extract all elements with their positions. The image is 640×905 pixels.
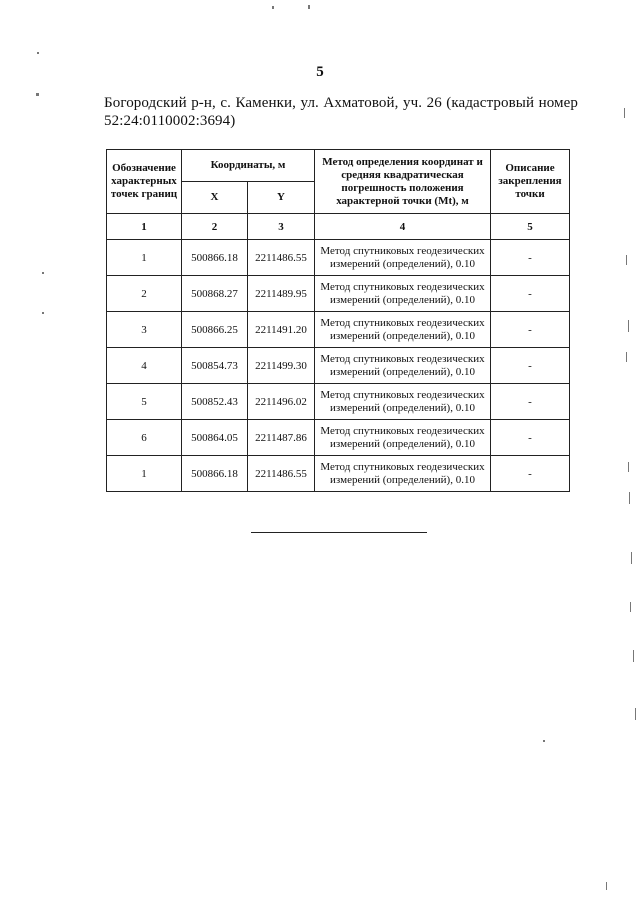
y-cell: 2211496.02 [248,384,315,420]
point-cell: 3 [107,312,182,348]
scan-edge-mark [628,320,629,332]
page-number: 5 [316,64,324,80]
x-cell: 500864.05 [182,420,248,456]
method-cell: Метод спутниковых геодезических измерений (определений), 0.10 [315,384,491,420]
x-cell: 500852.43 [182,384,248,420]
table-row [107,276,570,312]
closing-line [251,532,427,533]
header-y: Y [248,182,315,214]
scan-edge-mark [626,255,627,265]
method-cell: Метод спутниковых геодезических измерений (определений), 0.10 [315,420,491,456]
y-cell: 2211499.30 [248,348,315,384]
y-cell: 2211487.86 [248,420,315,456]
description-cell: - [491,312,570,348]
scan-edge-mark [624,108,625,118]
table-row [107,312,570,348]
scan-speck [42,312,44,314]
x-cell: 500868.27 [182,276,248,312]
x-cell: 500866.18 [182,456,248,492]
point-cell: 4 [107,348,182,384]
method-cell: Метод спутниковых геодезических измерений (определений), 0.10 [315,312,491,348]
description-cell: - [491,276,570,312]
method-cell: Метод спутниковых геодезических измерений (определений), 0.10 [315,276,491,312]
y-cell: 2211486.55 [248,240,315,276]
scan-edge-mark [635,708,636,720]
point-cell: 2 [107,276,182,312]
y-cell: 2211491.20 [248,312,315,348]
scan-edge-mark [626,352,627,362]
x-cell: 500866.25 [182,312,248,348]
description-cell: - [491,240,570,276]
header-coordinates: Координаты, м [182,150,315,182]
scan-edge-mark [628,462,629,472]
description-cell: - [491,456,570,492]
scan-edge-mark [629,492,630,504]
column-number: 4 [315,214,491,240]
table-row [107,420,570,456]
method-cell: Метод спутниковых геодезических измерений (определений), 0.10 [315,456,491,492]
scan-edge-mark [630,602,631,612]
scan-edge-mark [633,650,634,662]
scan-speck [308,5,310,9]
x-cell: 500854.73 [182,348,248,384]
column-number: 3 [248,214,315,240]
table-row [107,240,570,276]
scan-edge-mark [631,552,632,564]
y-cell: 2211486.55 [248,456,315,492]
point-cell: 5 [107,384,182,420]
description-cell: - [491,420,570,456]
method-cell: Метод спутниковых геодезических измерений (определений), 0.10 [315,348,491,384]
scan-speck [272,6,274,9]
table-row [107,456,570,492]
description-cell: - [491,348,570,384]
method-cell: Метод спутниковых геодезических измерений (определений), 0.10 [315,240,491,276]
table-row [107,384,570,420]
x-cell: 500866.18 [182,240,248,276]
scan-edge-mark [606,882,607,890]
header-description: Описание закрепления точки [491,150,570,214]
y-cell: 2211489.95 [248,276,315,312]
description-cell: - [491,384,570,420]
point-cell: 1 [107,456,182,492]
header-x: X [182,182,248,214]
column-number: 1 [107,214,182,240]
coordinates-table [106,149,570,492]
column-number: 5 [491,214,570,240]
point-cell: 6 [107,420,182,456]
scan-speck [543,740,545,742]
address-text: Богородский р-н, с. Каменки, ул. Ахматовой, уч. 26 (кадастровый номер 52:24:0110002:3694) [104,95,578,129]
header-point: Обозначение характерных точек границ [107,150,182,214]
table-row [107,348,570,384]
scan-speck [37,52,39,54]
scan-speck [42,272,44,274]
point-cell: 1 [107,240,182,276]
header-method: Метод определения координат и средняя квадратическая погрешность положения характерной точки (Mt), м [315,150,491,214]
scan-speck [36,93,39,96]
column-number: 2 [182,214,248,240]
